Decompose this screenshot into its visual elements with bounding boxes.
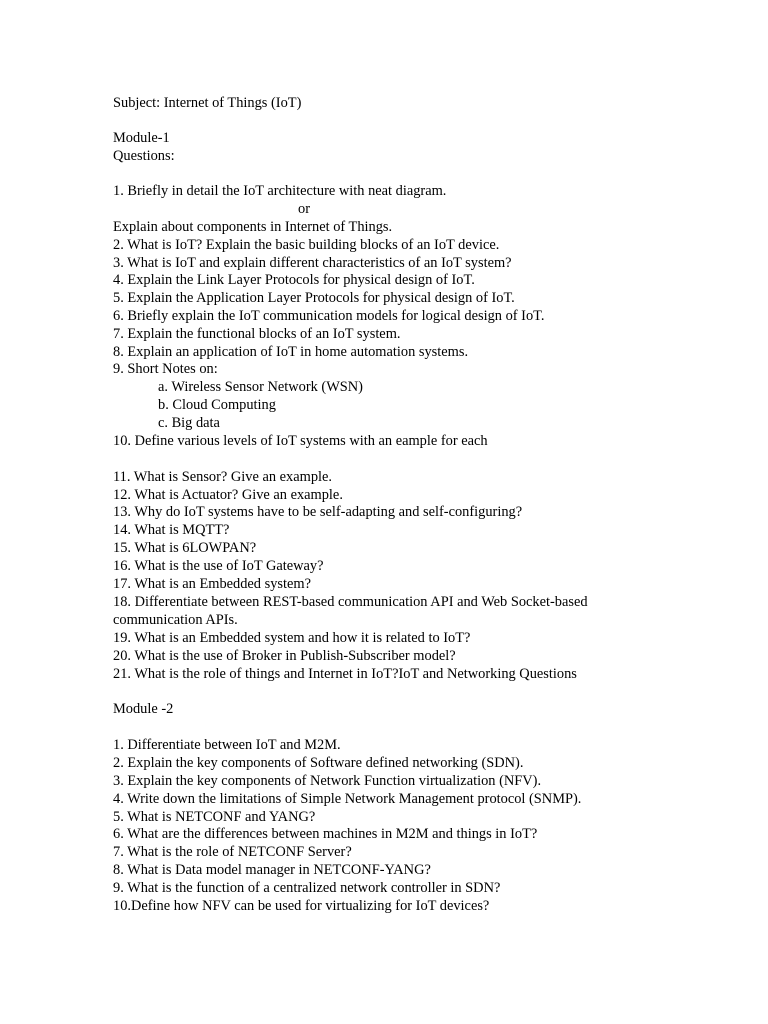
module1-q18-line1: 18. Differentiate between REST-based communication API and Web Socket-based [113,594,588,610]
module1-q5: 5. Explain the Application Layer Protocols for physical design of IoT. [113,290,515,306]
module1-q20: 20. What is the use of Broker in Publish-Subscriber model? [113,648,456,664]
module1-q19: 19. What is an Embedded system and how it is related to IoT? [113,630,471,646]
module1-q14: 14. What is MQTT? [113,522,230,538]
module1-q13: 13. Why do IoT systems have to be self-adapting and self-configuring? [113,504,523,520]
module2-q6: 6. What are the differences between machines in M2M and things in IoT? [113,826,538,842]
module1-q2: 2. What is IoT? Explain the basic building blocks of an IoT device. [113,237,500,253]
module1-q4: 4. Explain the Link Layer Protocols for physical design of IoT. [113,272,475,288]
module2-q8: 8. What is Data model manager in NETCONF-YANG? [113,862,431,878]
subject-heading: Subject: Internet of Things (IoT) [113,95,302,111]
module1-q9: 9. Short Notes on: [113,361,218,377]
module1-q21: 21. What is the role of things and Internet in IoT?IoT and Networking Questions [113,666,577,682]
module2-q4: 4. Write down the limitations of Simple Network Management protocol (SNMP). [113,791,582,807]
module1-q9-item-c: c. Big data [158,415,220,431]
module1-q1-alt: Explain about components in Internet of Things. [113,219,393,235]
module1-title: Module-1 [113,130,170,146]
module2-q10: 10.Define how NFV can be used for virtualizing for IoT devices? [113,898,490,914]
module1-q11: 11. What is Sensor? Give an example. [113,469,332,485]
module1-q16: 16. What is the use of IoT Gateway? [113,558,324,574]
module1-q3: 3. What is IoT and explain different characteristics of an IoT system? [113,255,512,271]
module1-q9-item-a: a. Wireless Sensor Network (WSN) [158,379,363,395]
module1-q10: 10. Define various levels of IoT systems with an eample for each [113,433,488,449]
module2-q2: 2. Explain the key components of Software defined networking (SDN). [113,755,524,771]
or-separator: or [298,201,310,217]
module2-q1: 1. Differentiate between IoT and M2M. [113,737,341,753]
module1-q17: 17. What is an Embedded system? [113,576,311,592]
module2-title: Module -2 [113,701,174,717]
module2-q9: 9. What is the function of a centralized network controller in SDN? [113,880,501,896]
module2-q3: 3. Explain the key components of Network Function virtualization (NFV). [113,773,542,789]
module1-q18-line2: communication APIs. [113,612,238,628]
module1-q1: 1. Briefly in detail the IoT architecture with neat diagram. [113,183,447,199]
questions-label: Questions: [113,148,175,164]
module1-q6: 6. Briefly explain the IoT communication models for logical design of IoT. [113,308,545,324]
module1-q9-item-b: b. Cloud Computing [158,397,276,413]
module1-q8: 8. Explain an application of IoT in home automation systems. [113,344,469,360]
module2-q5: 5. What is NETCONF and YANG? [113,809,316,825]
module1-q12: 12. What is Actuator? Give an example. [113,487,343,503]
module1-q7: 7. Explain the functional blocks of an IoT system. [113,326,401,342]
module2-q7: 7. What is the role of NETCONF Server? [113,844,352,860]
module1-q15: 15. What is 6LOWPAN? [113,540,257,556]
